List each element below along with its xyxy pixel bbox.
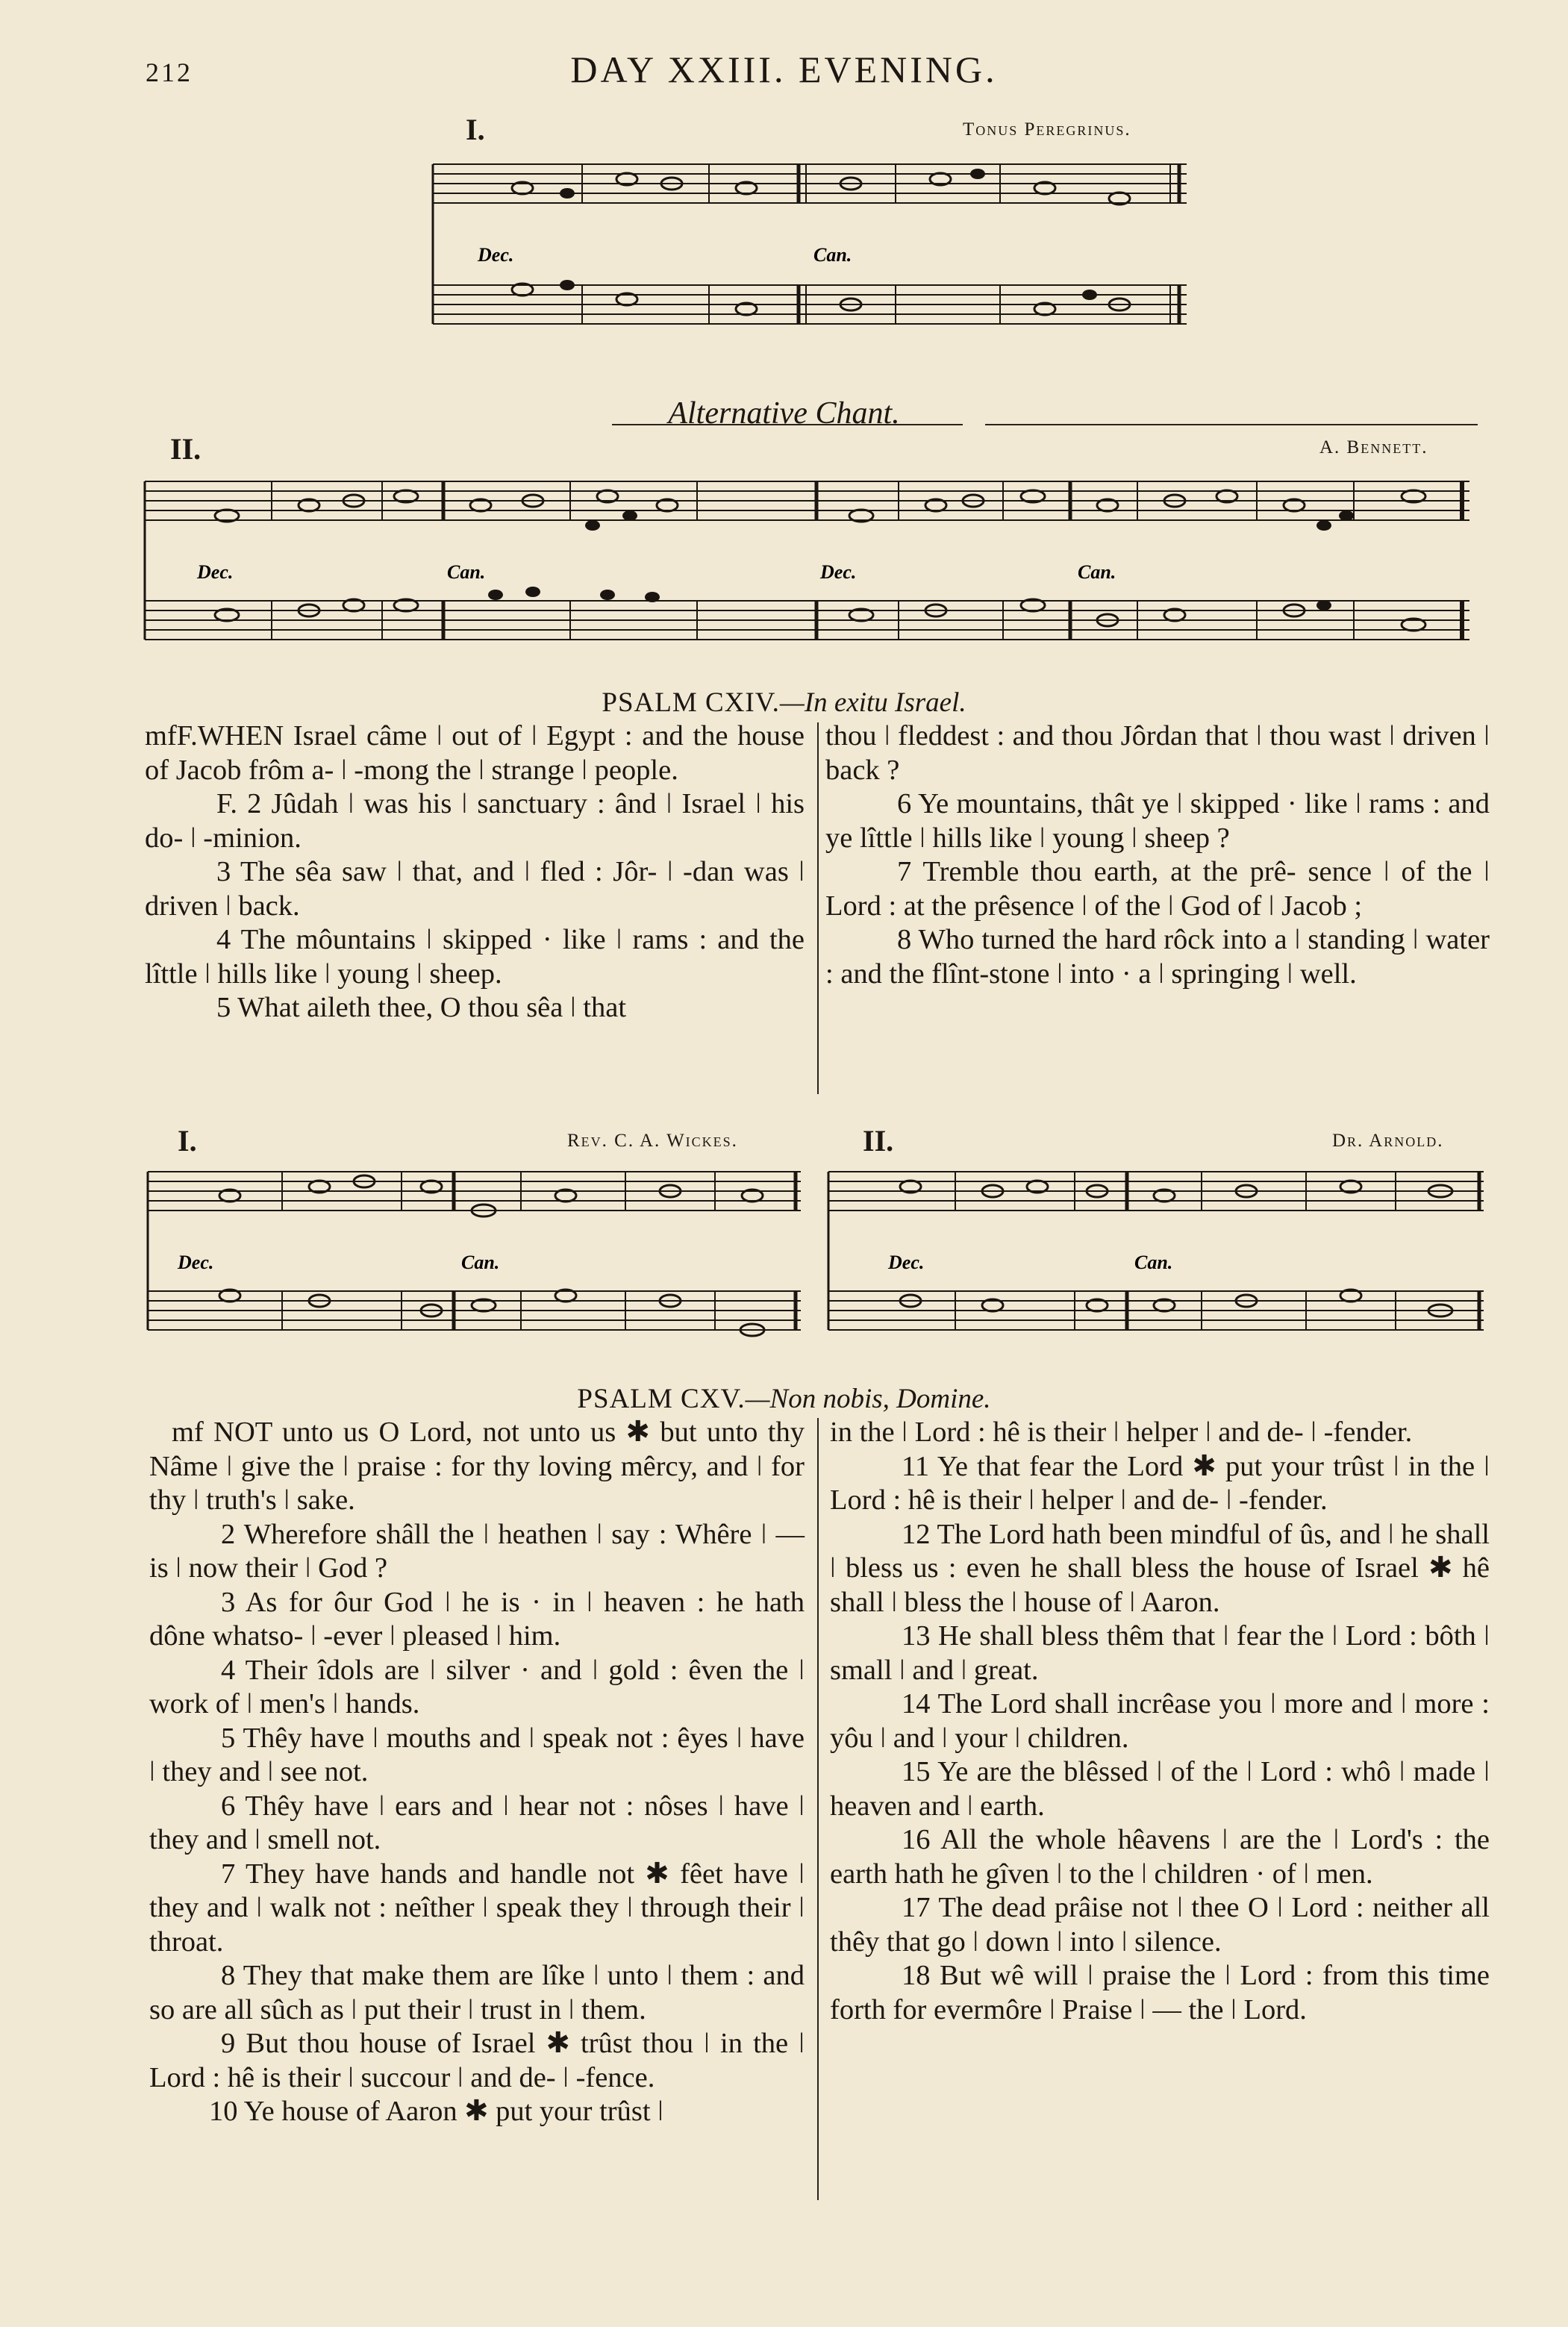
chant-composer: Rev. C. A. Wickes. bbox=[567, 1131, 738, 1151]
verse: 16 All the whole hêavens ǀ are the ǀ Lord's : the earth hath he gîven ǀ to the ǀ children · of ǀ men. bbox=[830, 1824, 1490, 1890]
chant-composer: A. Bennett. bbox=[1319, 437, 1428, 457]
chant-number: I. bbox=[466, 113, 485, 146]
verse: 7 Tremble thou earth, at the prê- sence ǀ of the ǀ Lord : at the prêsence ǀ of the ǀ God of ǀ Jacob ; bbox=[825, 856, 1490, 922]
psalm-title: PSALM CXV.—Non nobis, Domine. bbox=[577, 1384, 991, 1414]
can-marking: Can. bbox=[447, 561, 486, 583]
dec-marking: Dec. bbox=[820, 561, 857, 583]
verse: thou ǀ fleddest : and thou Jôrdan that ǀ thou wast ǀ driven ǀ back ? bbox=[825, 720, 1490, 786]
verse: 5 What aileth thee, O thou sêa ǀ that bbox=[216, 992, 627, 1023]
verse: F. 2 Jûdah ǀ was his ǀ sanctuary : ând ǀ Israel ǀ his do- ǀ -minion. bbox=[145, 788, 805, 854]
dec-marking: Dec. bbox=[478, 244, 514, 266]
verse: 9 But thou house of Israel ✱ trûst thou ǀ in the ǀ Lord : hê is their ǀ succour ǀ and de- ǀ -fence. bbox=[149, 2028, 805, 2093]
dec-marking: Dec. bbox=[197, 561, 234, 583]
verse: 8 Who turned the hard rôck into a ǀ standing ǀ water : and the flînt-stone ǀ into · a ǀ springing ǀ well. bbox=[825, 924, 1490, 990]
can-marking: Can. bbox=[813, 244, 852, 266]
running-head: DAY XXIII. EVENING. bbox=[570, 49, 998, 90]
page-number: 212 bbox=[146, 57, 193, 87]
verse: 14 The Lord shall incrêase you ǀ more and ǀ more : yôu ǀ and ǀ your ǀ children. bbox=[830, 1688, 1490, 1754]
verse: 8 They that make them are lîke ǀ unto ǀ them : and so are all sûch as ǀ put their ǀ trust in ǀ them. bbox=[149, 1960, 805, 2025]
verse: 10 Ye house of Aaron ✱ put your trûst ǀ bbox=[209, 2096, 663, 2127]
dec-marking: Dec. bbox=[178, 1252, 214, 1273]
verse: mfF.WHEN Israel câme ǀ out of ǀ Egypt : and the house of Jacob frôm a- ǀ -mong the ǀ strange ǀ people. bbox=[145, 720, 805, 786]
verse: 2 Wherefore shâll the ǀ heathen ǀ say : Whêre ǀ — is ǀ now their ǀ God ? bbox=[149, 1518, 805, 1584]
verse: 4 Their îdols are ǀ silver · and ǀ gold : êven the ǀ work of ǀ men's ǀ hands. bbox=[149, 1654, 805, 1720]
verse: 18 But wê will ǀ praise the ǀ Lord : from this time forth for evermôre ǀ Praise ǀ — the ǀ Lord. bbox=[830, 1960, 1490, 2025]
alternative-chant-heading: Alternative Chant. bbox=[668, 396, 900, 431]
verse: 6 Ye mountains, thât ye ǀ skipped · like ǀ rams : and ye lîttle ǀ hills like ǀ young ǀ sheep ? bbox=[825, 788, 1490, 854]
psalm-114-left-column bbox=[145, 719, 805, 1025]
verse: mf NOT unto us O Lord, not unto us ✱ but unto thy Nâme ǀ give the ǀ praise : for thy loving mêrcy, and ǀ for thy ǀ truth's ǀ sake. bbox=[149, 1416, 805, 1516]
verse: 7 They have hands and handle not ✱ fêet have ǀ they and ǀ walk not : neîther ǀ speak they ǀ through their ǀ throat. bbox=[149, 1858, 805, 1958]
verse: 3 As for ôur God ǀ he is · in ǀ heaven : he hath dône whatso- ǀ -ever ǀ pleased ǀ him. bbox=[149, 1586, 805, 1652]
can-marking: Can. bbox=[461, 1252, 500, 1273]
chant-number: II. bbox=[863, 1124, 894, 1158]
verse: 11 Ye that fear the Lord ✱ put your trûst ǀ in the ǀ Lord : hê is their ǀ helper ǀ and de- ǀ -fender. bbox=[830, 1450, 1490, 1516]
verse: 6 Thêy have ǀ ears and ǀ hear not : nôses ǀ have ǀ they and ǀ smell not. bbox=[149, 1790, 805, 1855]
verse: 4 The môuntains ǀ skipped · like ǀ rams : and the lîttle ǀ hills like ǀ young ǀ sheep. bbox=[145, 924, 805, 990]
verse: 12 The Lord hath been mindful of ûs, and ǀ he shall ǀ bless us : even he shall bless the house of Israel ✱ hê shall ǀ bless the ǀ house of ǀ Aaron. bbox=[830, 1518, 1490, 1618]
music-score-tonus-peregrinus bbox=[433, 149, 1194, 354]
verse: 17 The dead prâise not ǀ thee O ǀ Lord : neither all thêy that go ǀ down ǀ into ǀ silence. bbox=[830, 1892, 1490, 1958]
music-score-bennett bbox=[145, 466, 1488, 668]
verse: 5 Thêy have ǀ mouths and ǀ speak not : êyes ǀ have ǀ they and ǀ see not. bbox=[149, 1722, 805, 1787]
can-marking: Can. bbox=[1078, 561, 1116, 583]
music-score-wickes bbox=[148, 1157, 812, 1358]
verse: 15 Ye are the blêssed ǀ of the ǀ Lord : whô ǀ made ǀ heaven and ǀ earth. bbox=[830, 1756, 1490, 1822]
column-divider bbox=[817, 722, 819, 1094]
psalm-title: PSALM CXIV.—In exitu Israel. bbox=[602, 687, 966, 718]
psalm-115-right-column bbox=[830, 1416, 1490, 2027]
psalm-114-right-column bbox=[825, 719, 1490, 991]
verse: 13 He shall bless thêm that ǀ fear the ǀ Lord : bôth ǀ small ǀ and ǀ great. bbox=[830, 1620, 1490, 1686]
chant-number: I. bbox=[178, 1124, 197, 1158]
dec-marking: Dec. bbox=[888, 1252, 925, 1273]
verse: in the ǀ Lord : hê is their ǀ helper ǀ and de- ǀ -fender. bbox=[830, 1416, 1413, 1448]
chant-composer: Dr. Arnold. bbox=[1332, 1131, 1444, 1151]
psalm-115-left-column bbox=[149, 1416, 805, 2129]
chant-composer: Tonus Peregrinus. bbox=[963, 119, 1131, 140]
chant-number: II. bbox=[170, 432, 202, 466]
column-divider bbox=[817, 1418, 819, 2200]
verse: 3 The sêa saw ǀ that, and ǀ fled : Jôr- ǀ -dan was ǀ driven ǀ back. bbox=[145, 856, 805, 922]
can-marking: Can. bbox=[1134, 1252, 1173, 1273]
music-score-arnold bbox=[828, 1157, 1493, 1358]
